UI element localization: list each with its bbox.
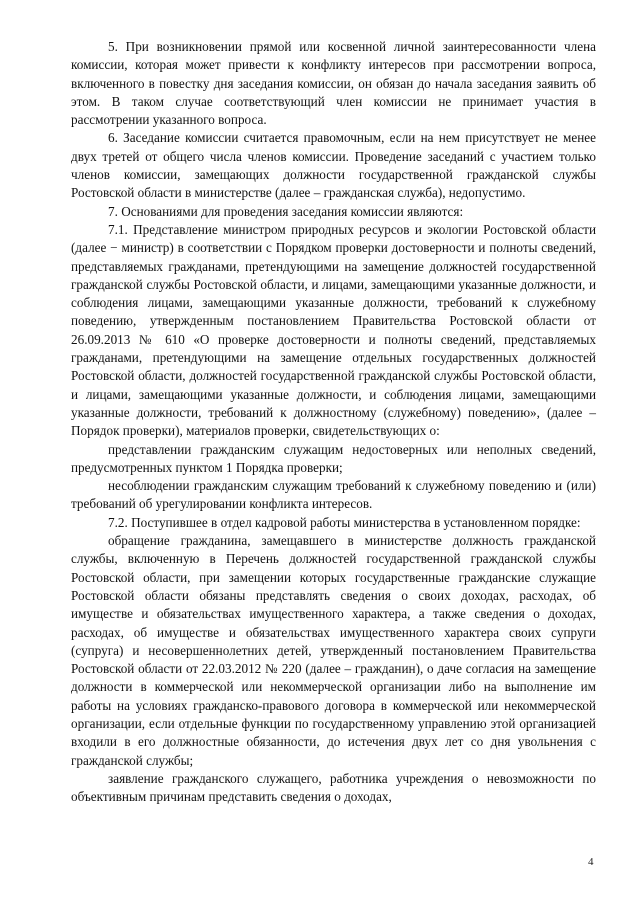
paragraph-6: 6. Заседание комиссии считается правомочным, если на нем присутствует не менее двух третей от общего числа членов комиссии. Проведение заседаний с участием только членов комиссии, замещающих должности государственной гражданской службы Ростовской области в министерстве (далее – гражданская служба), недопустимо. [71, 130, 596, 201]
document-page [71, 38, 596, 806]
page-number: 4 [588, 856, 594, 868]
list-item: представлении гражданским служащим недостоверных или неполных сведений, предусмотренных пунктом 1 Порядка проверки; [71, 441, 596, 475]
paragraph-7: 7. Основаниями для проведения заседания комиссии являются: [108, 203, 464, 219]
paragraph-7-2: 7.2. Поступившее в отдел кадровой работы министерства в установленном порядке: [108, 514, 581, 530]
list-item: обращение гражданина, замещавшего в министерстве должность гражданской службы, включенную в Перечень должностей государственной гражданской службы Ростовской области, при замещении которых государственные гражданские служащие Ростовской области обязаны представлять сведения о своих доходах, расходах, об имуществе и обязательствах имущественного характера, а также сведения о доходах, расходах, об имуществе и обязательствах имущественного характера своих супруги (супруга) и несовершеннолетних детей, утвержденный постановлением Правительства Ростовской области от 22.03.2012 № 220 (далее – гражданин), о даче согласия на замещение должности в коммерческой или некоммерческой организации либо на выполнение им работы на условиях гражданско-правового договора в коммерческой или некоммерческой организации, если отдельные функции по государственному управлению этой организацией входили в его должностные обязанности, до истечения двух лет со дня увольнения с гражданской службы; [71, 533, 596, 768]
list-item: несоблюдении гражданским служащим требований к служебному поведению и (или) требований об урегулировании конфликта интересов. [71, 478, 596, 512]
paragraph-5: 5. При возникновении прямой или косвенной личной заинтересованности члена комиссии, которая может привести к конфликту интересов при рассмотрении вопроса, включенного в повестку дня заседания комиссии, он обязан до начала заседания заявить об этом. В таком случае соответствующий член комиссии не принимает участия в рассмотрении указанного вопроса. [71, 39, 596, 128]
list-item: заявление гражданского служащего, работника учреждения о невозможности по объективным причинам представить сведения о доходах, [71, 770, 596, 805]
paragraph-7-1: 7.1. Представление министром природных ресурсов и экологии Ростовской области (далее − министр) в соответствии с Порядком проверки достоверности и полноты сведений, представляемых гражданами, претендующими на замещение должностей государственной гражданской службы Ростовской области, и лицами, замещающими указанные должности, и соблюдения лицами, замещающими указанные должности, требований к служебному поведению, утвержденным постановлением Правительства Ростовской области от 26.09.2013 № 610 «О проверке достоверности и полноты сведений, представляемых гражданами, претендующими на замещение отдельных государственных должностей Ростовской области, должностей государственной гражданской службы Ростовской области, и лицами, замещающими указанные должности, и соблюдения лицами, замещающими указанные должности, требований к должностному (служебному) поведению», (далее – Порядок проверки), материалов проверки, свидетельствующих о: [71, 221, 596, 439]
